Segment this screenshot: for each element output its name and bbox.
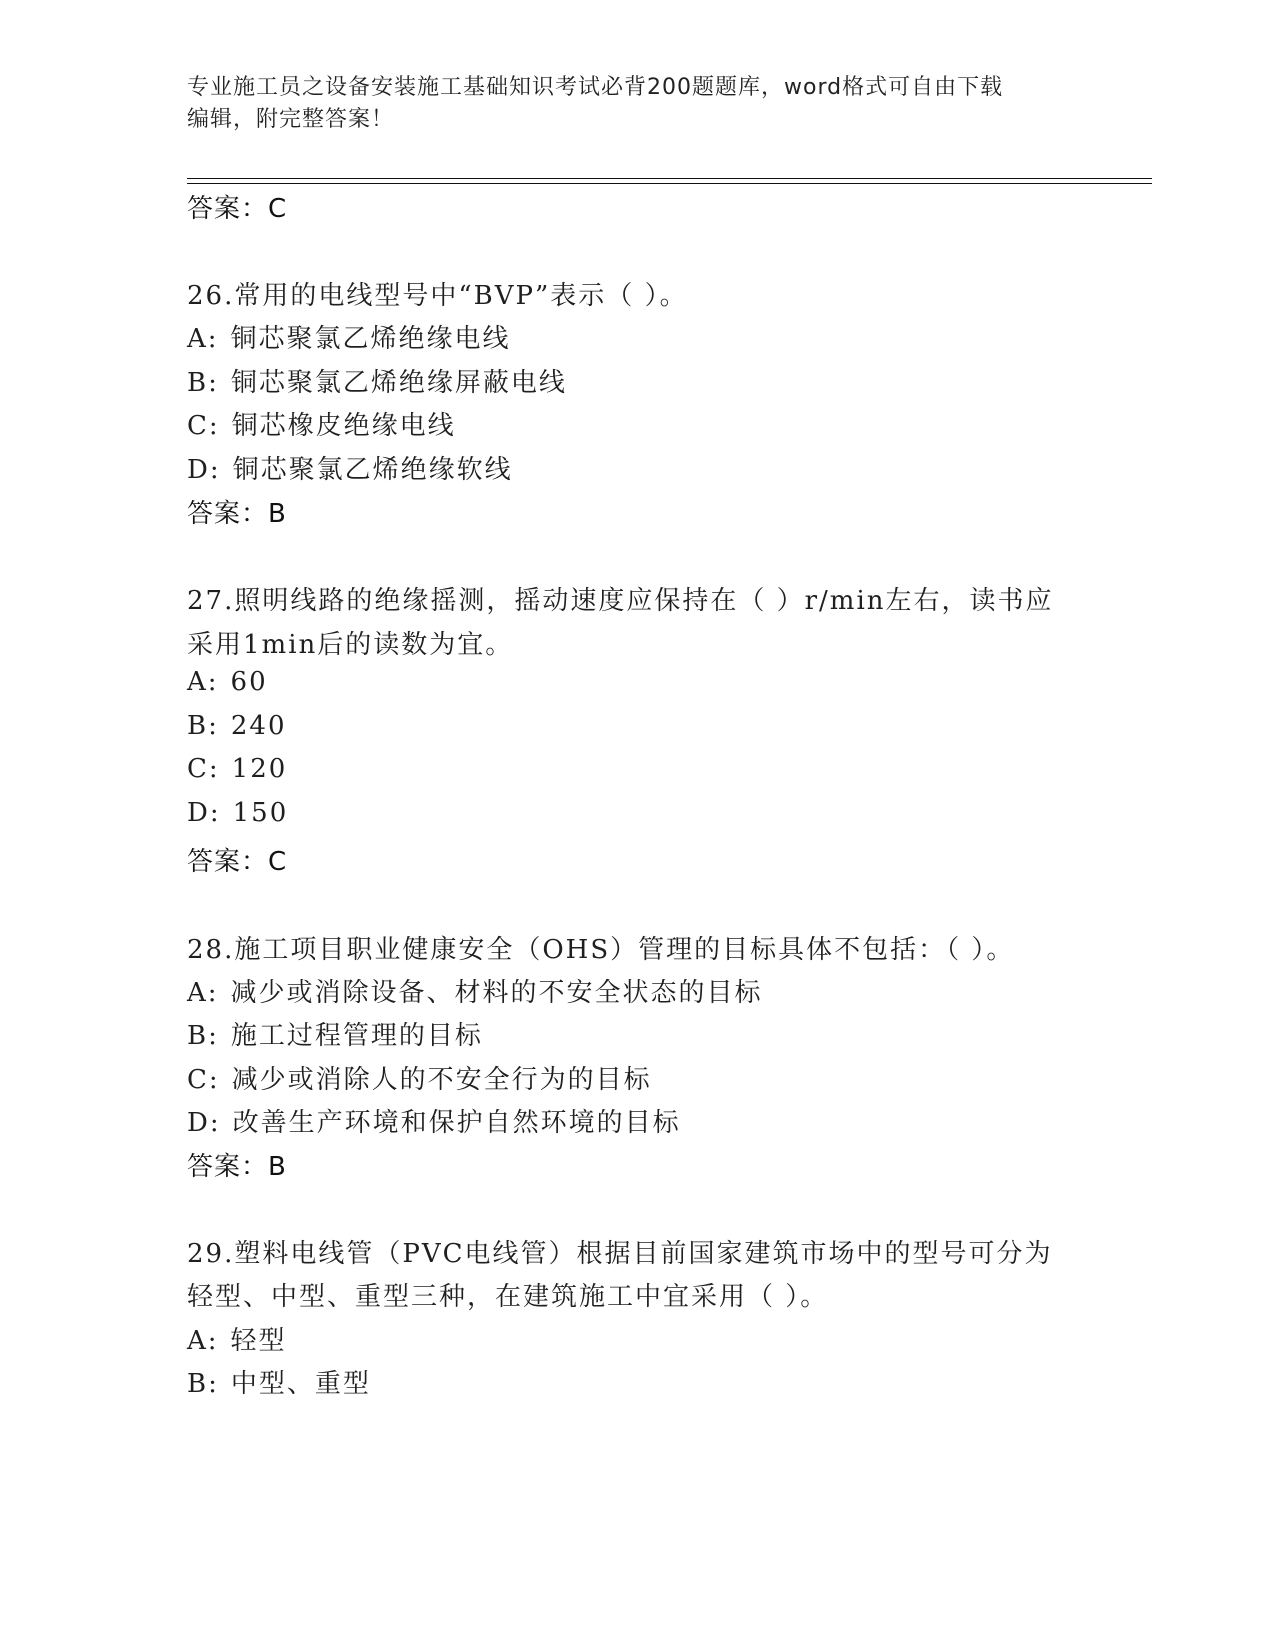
option-text: 改善生产环境和保护自然环境的目标: [232, 1108, 681, 1138]
option-label: C:: [187, 1065, 220, 1095]
option-text: 120: [231, 754, 288, 784]
header-divider-bottom: [187, 183, 1152, 184]
question-27-option-d: [187, 798, 288, 828]
option-label: C:: [187, 754, 220, 784]
option-text: 60: [230, 667, 268, 697]
question-26-option-c: [187, 405, 456, 442]
header-title-line1: 专业施工员之设备安装施工基础知识考试必背200题题库，word格式可自由下载: [187, 75, 1004, 100]
question-26-answer: 答案：B: [187, 499, 287, 529]
question-29-option-b: [187, 1363, 371, 1400]
option-text: 150: [232, 798, 289, 828]
prev-answer: 答案：C: [187, 194, 288, 224]
question-27-option-c: [187, 754, 287, 784]
option-label: D:: [187, 455, 221, 485]
question-27-text-line1: 27.照明线路的绝缘摇测，摇动速度应保持在（ ）r/min左右，读书应: [187, 586, 1054, 616]
question-27-option-a: [187, 667, 268, 697]
option-label: C:: [187, 411, 220, 441]
option-text: 铜芯聚氯乙烯绝缘电线: [230, 324, 511, 354]
question-26-option-d: [187, 449, 513, 486]
option-label: D:: [187, 1108, 221, 1138]
question-27-answer: 答案：C: [187, 847, 288, 877]
option-label: A:: [187, 978, 219, 1008]
question-28-text: 28.施工项目职业健康安全（OHS）管理的目标具体不包括：（ ）。: [187, 935, 1015, 965]
option-label: A:: [187, 324, 219, 354]
header-title-line2: 编辑，附完整答案！: [187, 107, 395, 132]
option-label: B:: [187, 1369, 219, 1399]
question-27-text-line2: 采用1min后的读数为宜。: [187, 630, 514, 660]
question-28-option-d: [187, 1102, 681, 1139]
question-28-option-c: [187, 1059, 652, 1096]
option-label: B:: [187, 1021, 219, 1051]
option-label: B:: [187, 711, 219, 741]
document-header: [187, 72, 1067, 136]
question-28-option-b: [187, 1015, 483, 1052]
question-26-option-b: [187, 362, 567, 399]
option-text: 铜芯橡皮绝缘电线: [231, 411, 456, 441]
question-26-option-a: [187, 318, 511, 355]
option-label: A:: [187, 1326, 219, 1356]
question-29-text-line1: 29.塑料电线管（PVC电线管）根据目前国家建筑市场中的型号可分为: [187, 1239, 1053, 1269]
option-text: 减少或消除设备、材料的不安全状态的目标: [230, 978, 763, 1008]
option-text: 轻型: [230, 1326, 287, 1356]
option-label: A:: [187, 667, 219, 697]
question-29-text-line2: 轻型、中型、重型三种，在建筑施工中宜采用（ ）。: [187, 1282, 829, 1312]
question-29-option-a: [187, 1320, 287, 1357]
question-28-option-a: [187, 972, 763, 1009]
header-divider-top: [187, 178, 1152, 179]
option-text: 施工过程管理的目标: [230, 1021, 483, 1051]
question-28-answer: 答案：B: [187, 1152, 287, 1182]
option-text: 铜芯聚氯乙烯绝缘屏蔽电线: [230, 368, 567, 398]
option-text: 铜芯聚氯乙烯绝缘软线: [232, 455, 513, 485]
question-26-text: 26.常用的电线型号中“BVP”表示（ ）。: [187, 281, 688, 311]
option-text: 中型、重型: [230, 1369, 371, 1399]
option-text: 减少或消除人的不安全行为的目标: [231, 1065, 652, 1095]
option-label: D:: [187, 798, 221, 828]
question-27-option-b: [187, 711, 287, 741]
option-text: 240: [230, 711, 287, 741]
option-label: B:: [187, 368, 219, 398]
